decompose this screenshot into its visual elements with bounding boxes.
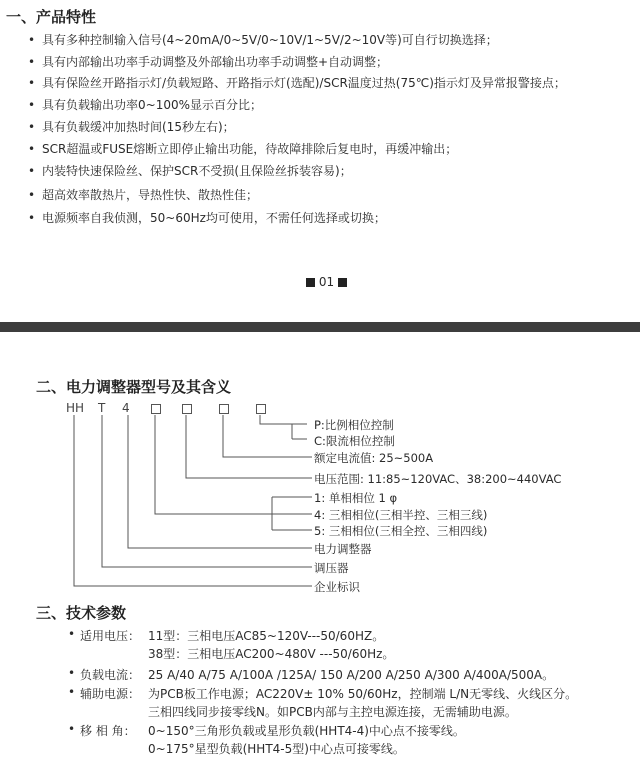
section3-title: 三、技术参数 (36, 604, 127, 622)
feature-text: 具有多种控制输入信号(4~20mA/0~5V/0~10V/1~5V/2~10V等)可自行切换选择； (42, 33, 498, 47)
bullet: • (28, 98, 36, 112)
label-voltage-range: 电压范围: 11:85~120VAC、38:200~440VAC (314, 472, 562, 486)
bullet: • (28, 211, 36, 225)
feature-text: 具有负载输出功率0~100%显示百分比； (42, 98, 262, 112)
feature-text: 电源频率自我侦测，50~60Hz均可使用，不需任何选择或切换； (42, 211, 386, 225)
feature-text: 具有负载缓冲加热时间(15秒左右)； (42, 120, 235, 134)
spec-aux-line2: 三相四线同步接零线N。如PCB内部与主控电源连接，无需辅助电源。 (148, 705, 517, 719)
label-phase-5: 5: 三相相位(三相全控、三相四线) (314, 524, 488, 538)
spec-voltage-line2: 38型：三相电压AC200~480V ---50/60Hz。 (148, 647, 395, 661)
section2-title: 二、电力调整器型号及其含义 (36, 378, 232, 396)
label-company-id: 企业标识 (314, 580, 360, 594)
code-hh: HH (66, 401, 85, 415)
feature-text: 超高效率散热片，导热性快、散热性佳； (42, 188, 259, 202)
label-phase-4: 4: 三相相位(三相半控、三相三线) (314, 508, 488, 522)
spec-phase-line2: 0~175°星型负载(HHT4-5型)中心点可接零线。 (148, 742, 405, 756)
bullet: • (28, 188, 36, 202)
spec-phase-line1: 0~150°三角形负载或星形负载(HHT4-4)中心点不接零线。 (148, 724, 465, 738)
feature-text: 内装特快速保险丝、保护SCR不受损(且保险丝拆装容易)； (42, 164, 352, 178)
feature-text: 具有内部输出功率手动调整及外部输出功率手动调整+自动调整； (42, 55, 389, 69)
label-rated-current: 额定电流值: 25~500A (314, 451, 434, 465)
feature-text: SCR超温或FUSE熔断立即停止输出功能，待故障排除后复电时，再缓冲输出； (42, 142, 458, 156)
label-c-control: C:限流相位控制 (314, 434, 395, 448)
label-power-regulator: 电力调整器 (314, 542, 372, 556)
label-phase-1: 1: 单相相位 1 φ (314, 491, 398, 505)
code-t: T (98, 401, 106, 415)
label-p-control: P:比例相位控制 (314, 418, 394, 432)
bullet: • (28, 120, 36, 134)
spec-bullet: • (68, 627, 76, 641)
label-voltage-regulator: 调压器 (314, 561, 349, 575)
spec-current-line1: 25 A/40 A/75 A/100A /125A/ 150 A/200 A/250 A/300 A/400A/500A。 (148, 668, 555, 682)
section1-title: 一、产品特性 (6, 8, 97, 26)
page-number-text: 01 (318, 275, 335, 289)
bullet: • (28, 142, 36, 156)
bullet: • (28, 33, 36, 47)
spec-voltage-line1: 11型：三相电压AC85~120V---50/60HZ。 (148, 629, 385, 643)
bullet: • (28, 164, 36, 178)
spec-label-current: 负载电流： (80, 668, 141, 682)
spec-label-aux-power: 辅助电源： (80, 687, 141, 701)
bullet: • (28, 55, 36, 69)
bullet: • (28, 76, 36, 90)
spec-bullet: • (68, 685, 76, 699)
spec-label-phase-angle: 移 相 角： (80, 724, 136, 738)
feature-text: 具有保险丝开路指示灯/负载短路、开路指示灯(选配)/SCR温度过热(75℃)指示灯及异常报警接点； (42, 76, 566, 90)
spec-bullet: • (68, 722, 76, 736)
spec-label-voltage: 适用电压： (80, 629, 141, 643)
code-4: 4 (122, 401, 130, 415)
spec-bullet: • (68, 666, 76, 680)
spec-aux-line1: 为PCB板工作电源；AC220V± 10% 50/60Hz，控制端 L/N无零线、火线区分。 (148, 687, 578, 701)
